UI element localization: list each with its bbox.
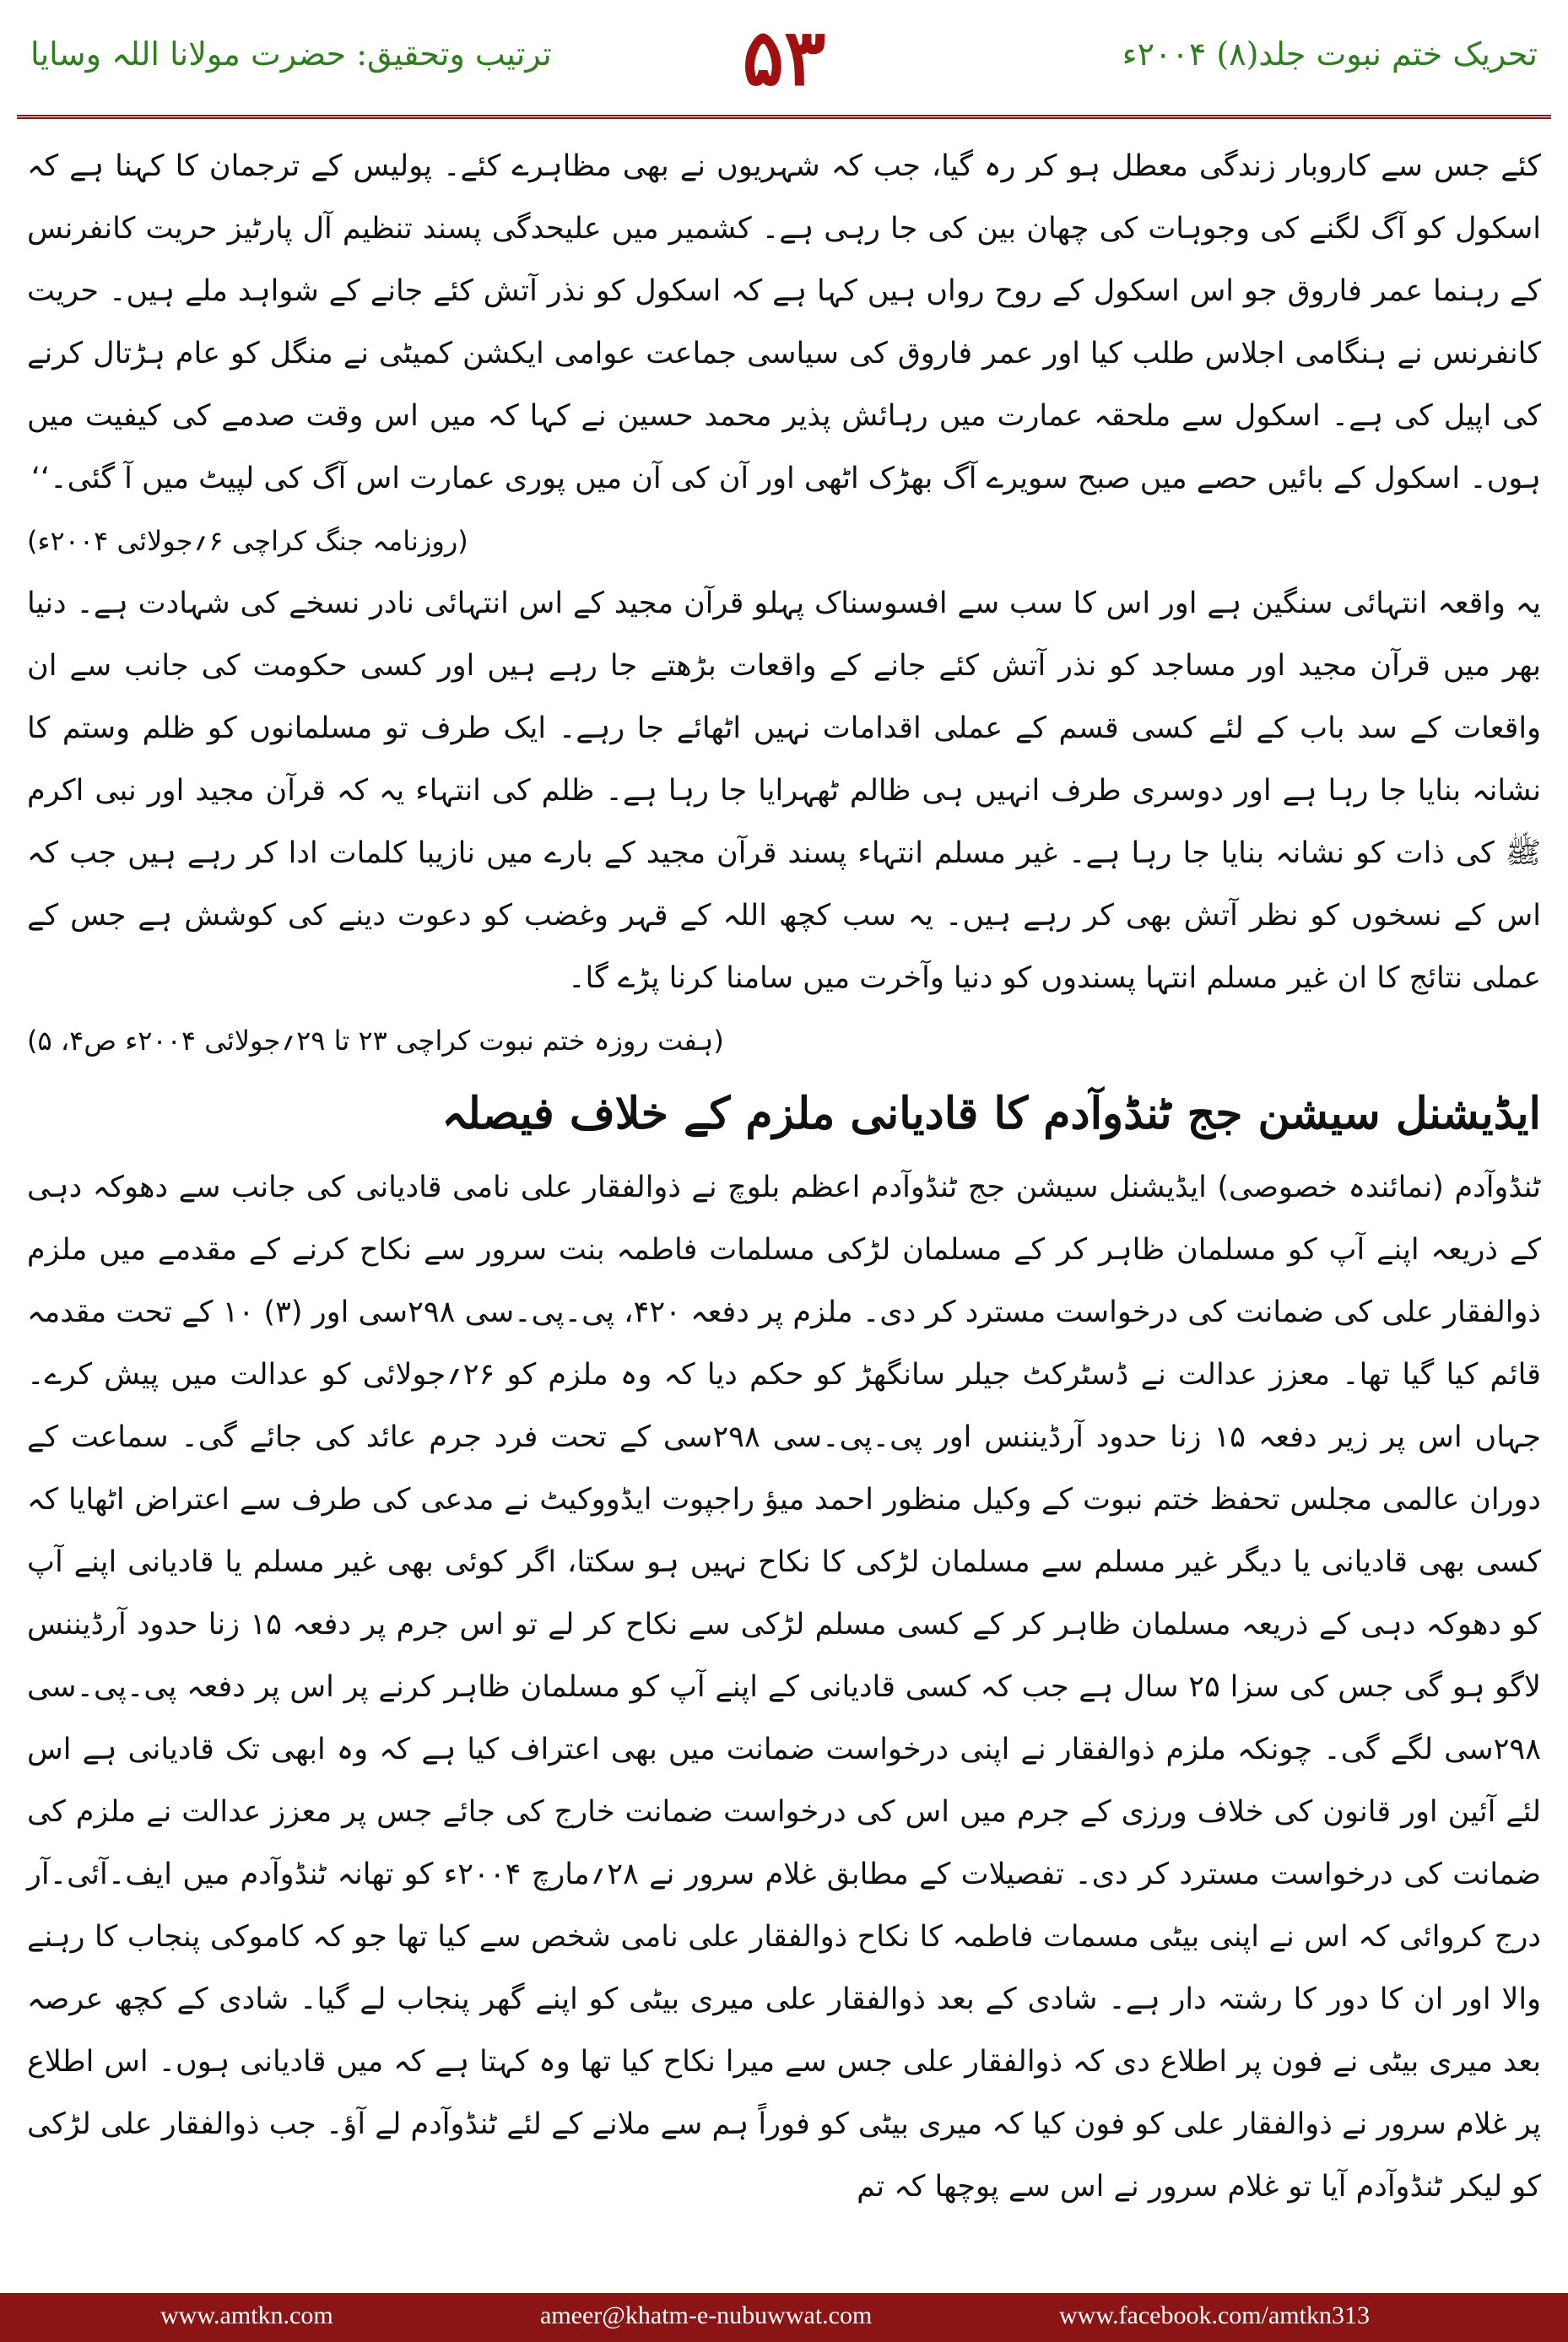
page-header [0,0,1568,118]
article1-paragraph-2: یہ واقعہ انتہائی سنگین ہے اور اس کا سب سے افسوسناک پہلو قرآن مجید کے اس انتہائی نادر نسخے کی شہادت ہے۔ دنیا بھر میں قرآن مجید اور مساجد کو نذر آتش کئے جانے کے واقعات بڑھتے جا رہے ہیں اور کسی حکومت کی جانب سے ان واقعات کے سد باب کے لئے کسی قسم کے عملی اقدامات نہیں اٹھائے جا رہے۔ ایک طرف تو مسلمانوں کو ظلم وستم کا نشانہ بنایا جا رہا ہے اور دوسری طرف انہیں ہی ظالم ٹھہرایا جا رہا ہے۔ ظلم کی انتہاء یہ کہ قرآن مجید اور نبی اکرم ﷺ کی ذات کو نشانہ بنایا جا رہا ہے۔ غیر مسلم انتہاء پسند قرآن مجید کے بارے میں نازیبا کلمات ادا کر رہے ہیں جب کہ اس کے نسخوں کو نظر آتش بھی کر رہے ہیں۔ یہ سب کچھ اللہ کے قہر وغضب کو دعوت دینے کی کوشش ہے جس کے عملی نتائج کا ان غیر مسلم انتہا پسندوں کو دنیا وآخرت میں سامنا کرنا پڑے گا۔ [27,587,1541,995]
page-footer [0,2293,1568,2342]
header-divider [17,115,1551,119]
article2-heading: ایڈیشنل سیشن جج ٹنڈوآدم کا قادیانی ملزم کے خلاف فیصلہ [441,1088,1541,1139]
footer-website-link[interactable]: www.amtkn.com [160,2301,333,2329]
article1-paragraph-1: کئے جس سے کاروبار زندگی معطل ہو کر رہ گیا، جب کہ شہریوں نے بھی مظاہرے کئے۔ پولیس کے ترجمان کا کہنا ہے کہ اسکول کو آگ لگنے کی وجوہات کی چھان بین کی جا رہی ہے۔ کشمیر میں علیحدگی پسند تنظیم آل پارٹیز حریت کانفرنس کے رہنما عمر فاروق جو اس اسکول کے روح رواں ہیں کہا ہے کہ اسکول کو نذر آتش کئے جانے کے شواہد ملے ہیں۔ حریت کانفرنس نے ہنگامی اجلاس طلب کیا اور عمر فاروق کی سیاسی جماعت عوامی ایکشن کمیٹی نے منگل کو عام ہڑتال کرنے کی اپیل کی ہے۔ اسکول سے ملحقہ عمارت میں رہائش پذیر محمد حسین نے کہا کہ میں اس وقت صدمے کی کیفیت میں ہوں۔ اسکول کے بائیں حصے میں صبح سویرے آگ بھڑک اٹھی اور آن کی آن میں پوری عمارت اس آگ کی لپیٹ میں آ گئی۔‘‘ [27,149,1541,495]
compiler-credit: ترتیب وتحقیق: حضرت مولانا اللہ وسایا [30,35,552,73]
book-title: تحریک ختم نبوت جلد(۸) ۲۰۰۴ء [1122,35,1538,73]
page-body [27,135,1541,2218]
footer-email-link[interactable]: ameer@khatm-e-nubuwwat.com [540,2301,873,2329]
article1-source-2: (ہفت روزہ ختم نبوت کراچی ۲۳ تا ۲۹؍جولائی ۲۰۰۴ء ص۴، ۵) [27,1025,724,1057]
article2-paragraph-1: ٹنڈوآدم (نمائندہ خصوصی) ایڈیشنل سیشن جج ٹنڈوآدم اعظم بلوچ نے ذوالفقار علی نامی قادیانی کی جانب سے دھوکہ دہی کے ذریعہ اپنے آپ کو مسلمان ظاہر کر کے مسلمان لڑکی مسلمات فاطمہ بنت سرور سے نکاح کرنے کے مقدمے میں ملزم ذوالفقار علی کی ضمانت کی درخواست مسترد کر دی۔ ملزم پر دفعہ ۴۲۰، پی۔پی۔سی ۲۹۸سی اور (۳) ۱۰ کے تحت مقدمہ قائم کیا گیا تھا۔ معزز عدالت نے ڈسٹرکٹ جیلر سانگھڑ کو حکم دیا کہ وہ ملزم کو ۲۶؍جولائی کو عدالت میں پیش کرے۔ جہاں اس پر زیر دفعہ ۱۵ زنا حدود آرڈیننس اور پی۔پی۔سی ۲۹۸سی کے تحت فرد جرم عائد کی جائے گی۔ سماعت کے دوران عالمی مجلس تحفظ ختم نبوت کے وکیل منظور احمد میؤ راجپوت ایڈووکیٹ نے مدعی کی طرف سے اعتراض اٹھایا کہ کسی بھی قادیانی یا دیگر غیر مسلم سے مسلمان لڑکی کا نکاح نہیں ہو سکتا، اگر کوئی بھی غیر مسلم یا قادیانی اپنے آپ کو دھوکہ دہی کے ذریعہ مسلمان ظاہر کر کے کسی مسلم لڑکی سے نکاح کر لے تو اس جرم پر دفعہ ۱۵ زنا حدود آرڈیننس لاگو ہو گی جس کی سزا ۲۵ سال ہے جب کہ کسی قادیانی کے اپنے آپ کو مسلمان ظاہر کرنے پر اس پر دفعہ پی۔پی۔سی ۲۹۸سی لگے گی۔ چونکہ ملزم ذوالفقار نے اپنی درخواست ضمانت میں بھی اعتراف کیا ہے کہ وہ ابھی تک قادیانی ہے اس لئے آئین اور قانون کی خلاف ورزی کے جرم میں اس کی درخواست ضمانت خارج کی جائے جس پر معزز عدالت نے ملزم کی ضمانت کی درخواست مسترد کر دی۔ تفصیلات کے مطابق غلام سرور نے ۲۸؍مارچ ۲۰۰۴ء کو تھانہ ٹنڈوآدم میں ایف۔آئی۔آر درج کروائی کہ اس نے اپنی بیٹی مسمات فاطمہ کا نکاح ذوالفقار علی نامی شخص سے کیا تھا جو کہ کاموکی پنجاب کا رہنے والا اور ان کا دور کا رشتہ دار ہے۔ شادی کے بعد ذوالفقار علی میری بیٹی کو اپنے گھر پنجاب لے گیا۔ شادی کے کچھ عرصہ بعد میری بیٹی نے فون پر اطلاع دی کہ ذوالفقار علی جس سے میرا نکاح کیا تھا وہ کہتا ہے کہ میں قادیانی ہوں۔ اس اطلاع پر غلام سرور نے ذوالفقار علی کو فون کیا کہ میری بیٹی کو فوراً ہم سے ملانے کے لئے ٹنڈوآدم لے آؤ۔ جب ذوالفقار علی لڑکی کو لیکر ٹنڈوآدم آیا تو غلام سرور نے اس سے پوچھا کہ تم [27,1171,1542,2204]
footer-facebook-link[interactable]: www.facebook.com/amtkn313 [1059,2301,1370,2329]
article1-source: (روزنامہ جنگ کراچی ۶؍جولائی ۲۰۰۴ء) [27,525,468,557]
page-number: ۵۳ [742,12,826,103]
